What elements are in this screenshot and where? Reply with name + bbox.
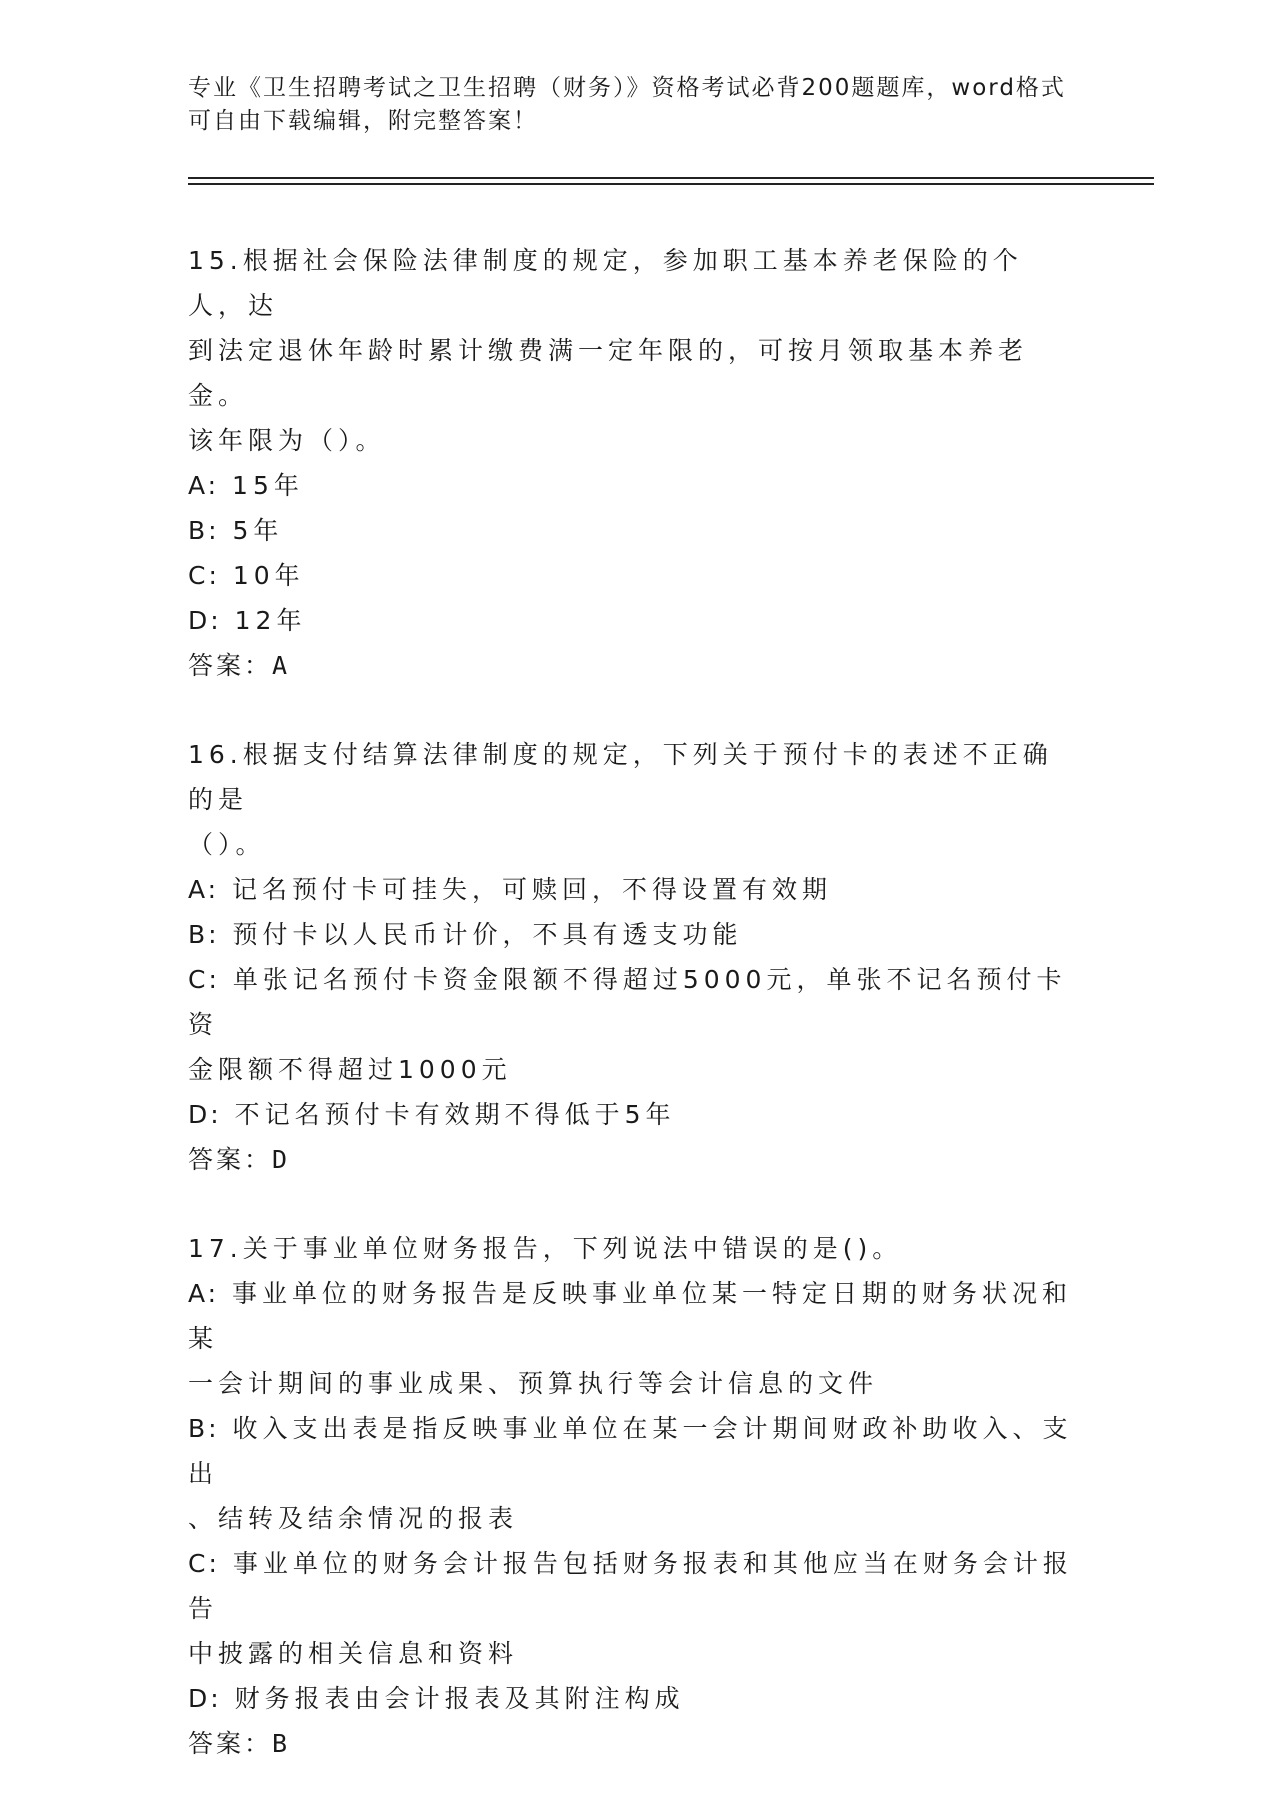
option-text-continued: 一会计期间的事业成果、预算执行等会计信息的文件	[188, 1369, 879, 1398]
option-text: 事业单位的财务会计报告包括财务报表和其他应当在财务会计报告	[188, 1549, 1073, 1623]
answer	[188, 643, 1078, 688]
option-text: 预付卡以人民币计价，不具有透支功能	[232, 920, 743, 949]
question-stem	[188, 1226, 1078, 1271]
header-line: 专业《卫生招聘考试之卫生招聘（财务）》资格考试必背200题题库，word格式	[188, 75, 1066, 101]
option-text: 单张记名预付卡资金限额不得超过5000元，单张不记名预付卡资	[188, 965, 1067, 1039]
question-17	[188, 1226, 1078, 1766]
option-b	[188, 1406, 1078, 1541]
answer	[188, 1721, 1078, 1766]
question-stem	[188, 732, 1078, 867]
option-text: 事业单位的财务报告是反映事业单位某一特定日期的财务状况和某	[188, 1279, 1073, 1353]
answer-label: 答案：	[188, 1145, 273, 1174]
option-letter: A:	[188, 1279, 220, 1308]
answer-value: B	[272, 1729, 291, 1758]
option-text: 不记名预付卡有效期不得低于5年	[234, 1100, 676, 1129]
option-a	[188, 1271, 1078, 1406]
option-text: 收入支出表是指反映事业单位在某一会计期间财政补助收入、支出	[188, 1414, 1073, 1488]
option-c	[188, 957, 1078, 1092]
option-text-continued: 中披露的相关信息和资料	[188, 1639, 519, 1668]
option-d	[188, 598, 1078, 643]
stem-line: 到法定退休年龄时累计缴费满一定年限的，可按月领取基本养老金。	[188, 336, 1029, 410]
answer-value: A	[272, 651, 291, 680]
stem-line: （）。	[188, 830, 266, 859]
option-a	[188, 463, 1078, 508]
option-c	[188, 1541, 1078, 1676]
header-divider	[188, 177, 1154, 179]
option-text: 财务报表由会计报表及其附注构成	[234, 1684, 685, 1713]
header-line: 可自由下载编辑，附完整答案！	[188, 108, 538, 134]
option-text-continued: 金限额不得超过1000元	[188, 1055, 512, 1084]
option-a	[188, 867, 1078, 912]
option-b	[188, 912, 1078, 957]
question-16	[188, 732, 1078, 1182]
stem-line: 17.关于事业单位财务报告，下列说法中错误的是()。	[188, 1234, 903, 1263]
option-d	[188, 1092, 1078, 1137]
answer-label: 答案：	[188, 651, 273, 680]
option-text: 5年	[232, 516, 284, 545]
header-divider	[188, 183, 1154, 185]
option-c	[188, 553, 1078, 598]
option-letter: C:	[188, 561, 220, 590]
option-text: 10年	[232, 561, 305, 590]
option-letter: C:	[188, 1549, 220, 1578]
stem-line: 该年限为（）。	[188, 426, 386, 455]
answer	[188, 1137, 1078, 1182]
option-letter: C:	[188, 965, 220, 994]
option-text-continued: 、结转及结余情况的报表	[188, 1504, 519, 1533]
option-letter: D:	[188, 1684, 222, 1713]
option-letter: B:	[188, 920, 220, 949]
option-letter: B:	[188, 516, 220, 545]
answer-value: D	[272, 1145, 291, 1174]
option-text: 15年	[232, 471, 304, 500]
option-letter: B:	[188, 1414, 220, 1443]
question-15	[188, 238, 1078, 688]
option-letter: A:	[188, 471, 220, 500]
option-text: 12年	[234, 606, 307, 635]
question-stem	[188, 238, 1078, 463]
option-text: 记名预付卡可挂失，可赎回，不得设置有效期	[232, 875, 833, 904]
question-list	[188, 238, 1078, 1810]
stem-line: 15.根据社会保险法律制度的规定，参加职工基本养老保险的个人，达	[188, 246, 1023, 320]
stem-line: 16.根据支付结算法律制度的规定，下列关于预付卡的表述不正确的是	[188, 740, 1053, 814]
option-b	[188, 508, 1078, 553]
option-letter: A:	[188, 875, 220, 904]
option-d	[188, 1676, 1078, 1721]
option-letter: D:	[188, 1100, 222, 1129]
option-letter: D:	[188, 606, 222, 635]
document-header	[188, 72, 1068, 138]
answer-label: 答案：	[188, 1729, 273, 1758]
